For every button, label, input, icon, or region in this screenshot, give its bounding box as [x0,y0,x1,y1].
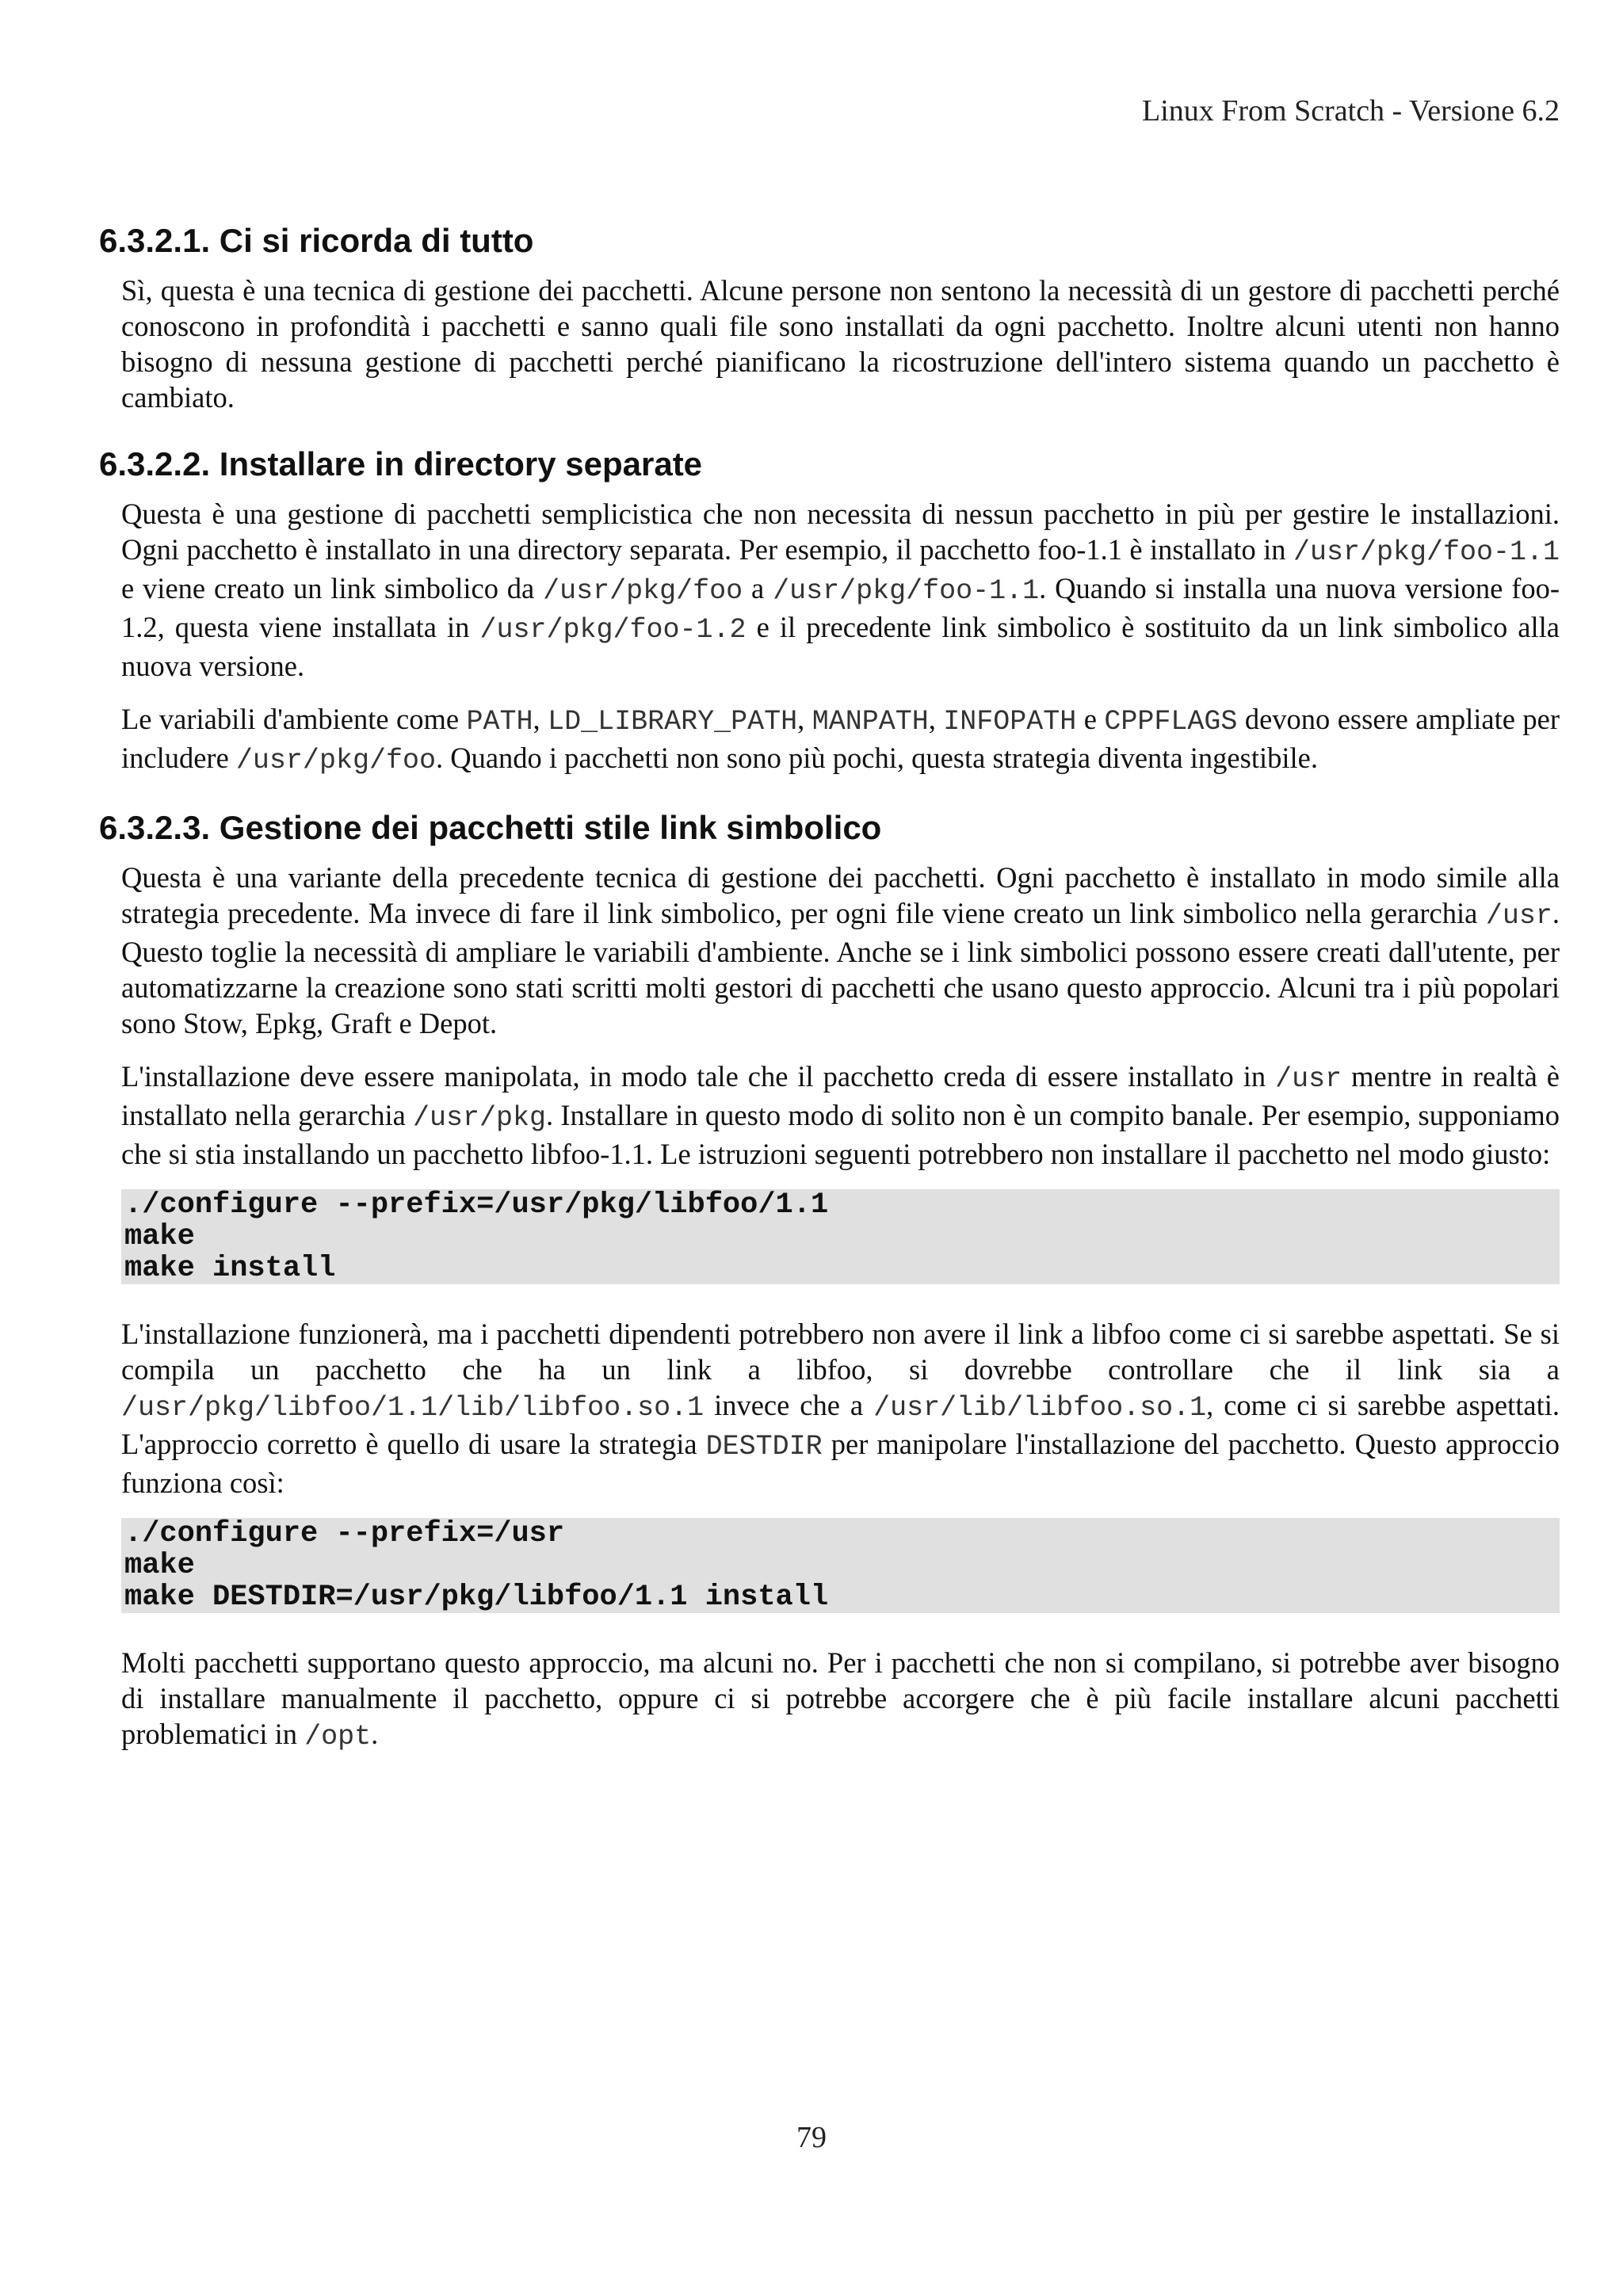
paragraph [121,496,1560,684]
text-run: Molti pacchetti supportano questo approccio, ma alcuni no. Per i pacchetti che non si compilano, si potrebbe aver bisogno di installare manualmente il pacchetto, oppure ci si potrebbe accorgere che è più facile installare alcuni pacchetti problematici in [121,1646,1560,1750]
paragraph [121,701,1560,779]
text-run: . Questo toglie la necessità di ampliare le variabili d'ambiente. Anche se i link simbolici possono essere creati dall'utente, per automatizzarne la creazione sono stati scritti molti gestori di pacchetti che usano questo approccio. Alcuni tra i più popolari sono Stow, Epkg, Graft e Depot. [121,897,1560,1039]
paragraph: Sì, questa è una tecnica di gestione dei pacchetti. Alcune persone non sentono la necessità di un gestore di pacchetti perché conoscono in profondità i pacchetti e sanno quali file sono installati da ogni pacchetto. Inoltre alcuni utenti non hanno bisogno di nessuna gestione di pacchetti perché pianificano la ricostruzione dell'intero sistema quando un pacchetto è cambiato. [121,274,1560,414]
inline-code: /usr/lib/libfoo.so.1 [873,1392,1207,1424]
text-run: per manipolare l'installazione del pacchetto. Questo approccio funziona così: [121,1428,1560,1499]
inline-code: /usr/pkg [413,1102,547,1134]
text-run: e il precedente link simbolico è sostituito da un link simbolico alla nuova versione. [121,611,1560,682]
section-body [121,860,1560,1755]
text-run: e viene creato un link simbolico da [121,572,544,605]
code-block: ./configure --prefix=/usr/pkg/libfoo/1.1 make make install [121,1189,1560,1284]
text-run: devono essere ampliate per includere [121,703,1560,774]
text-run: , come ci si sarebbe aspettati. L'approccio corretto è quello di usare la strategia [121,1389,1560,1460]
text-run: . Quando si installa una nuova versione foo-1.2, questa viene installata in [121,572,1560,643]
inline-code: MANPATH [812,706,929,738]
running-header: Linux From Scratch - Versione 6.2 [1142,94,1560,128]
section-body [121,496,1560,779]
text-run: Le variabili d'ambiente come [121,703,467,735]
inline-code: /usr/pkg/foo-1.1 [1293,536,1560,568]
inline-code: CPPFLAGS [1104,706,1238,738]
inline-code: INFOPATH [943,706,1077,738]
text-run: Questa è una variante della precedente tecnica di gestione dei pacchetti. Ogni pacchetto è installato in modo simile alla strategia precedente. Ma invece di fare il link simbolico, per ogni file viene creato un link simbolico nella gerarchia [121,861,1560,929]
inline-code: /usr/pkg/foo [543,575,743,607]
section-body [121,273,1560,415]
page-number: 79 [796,2121,827,2154]
code-block: ./configure --prefix=/usr make make DESTDIR=/usr/pkg/libfoo/1.1 install [121,1518,1560,1613]
text-run: , [533,703,548,735]
text-run: . [371,1718,379,1750]
text-run: mentre in realtà è installato nella gerarchia [121,1060,1560,1131]
text-run: L'installazione funzionerà, ma i pacchetti dipendenti potrebbero non avere il link a libfoo come ci si sarebbe aspettati. Se si compila un pacchetto che ha un link a libfoo, si dovrebbe controllare che il link sia a [121,1318,1560,1386]
text-run: , [797,703,812,735]
paragraph [121,1645,1560,1755]
inline-code: /usr/pkg/foo-1.2 [479,614,747,646]
text-run: . Installare in questo modo di solito non è un compito banale. Per esempio, supponiamo che si stia installando un pacchetto libfoo-1.1. Le istruzioni seguenti potrebbero non installare il pacchetto nel modo giusto: [121,1099,1560,1170]
section-heading: 6.3.2.1. Ci si ricorda di tutto [99,222,534,259]
paragraph [121,1316,1560,1501]
paragraph [121,860,1560,1041]
inline-code: /opt [304,1721,372,1753]
inline-code: /usr/pkg/foo-1.1 [773,575,1040,607]
text-run: . Quando i pacchetti non sono più pochi, questa strategia diventa ingestibile. [435,742,1318,774]
text-run: L'installazione deve essere manipolata, in modo tale che il pacchetto creda di essere installato in [121,1060,1276,1093]
inline-code: /usr [1485,900,1552,932]
inline-code: /usr [1275,1063,1342,1095]
inline-code: /usr/pkg/foo [235,745,436,776]
inline-code: PATH [466,706,533,738]
inline-code: /usr/pkg/libfoo/1.1/lib/libfoo.so.1 [121,1392,705,1424]
text-run: , [928,703,944,735]
text-run: invece che a [704,1389,874,1421]
text-run: a [743,572,773,605]
text-run: Questa è una gestione di pacchetti semplicistica che non necessita di nessun pacchetto in più per gestire le installazioni. Ogni pacchetto è installato in una directory separata. Per esempio, il pacchetto foo-1.1 è installato in [121,498,1560,566]
section-heading: 6.3.2.2. Installare in directory separate [99,445,703,482]
inline-code: DESTDIR [705,1431,823,1463]
text-run: e [1076,703,1105,735]
section-heading: 6.3.2.3. Gestione dei pacchetti stile link simbolico [99,809,882,846]
paragraph [121,1058,1560,1172]
page-content [99,220,1560,1772]
inline-code: LD_LIBRARY_PATH [548,706,798,738]
